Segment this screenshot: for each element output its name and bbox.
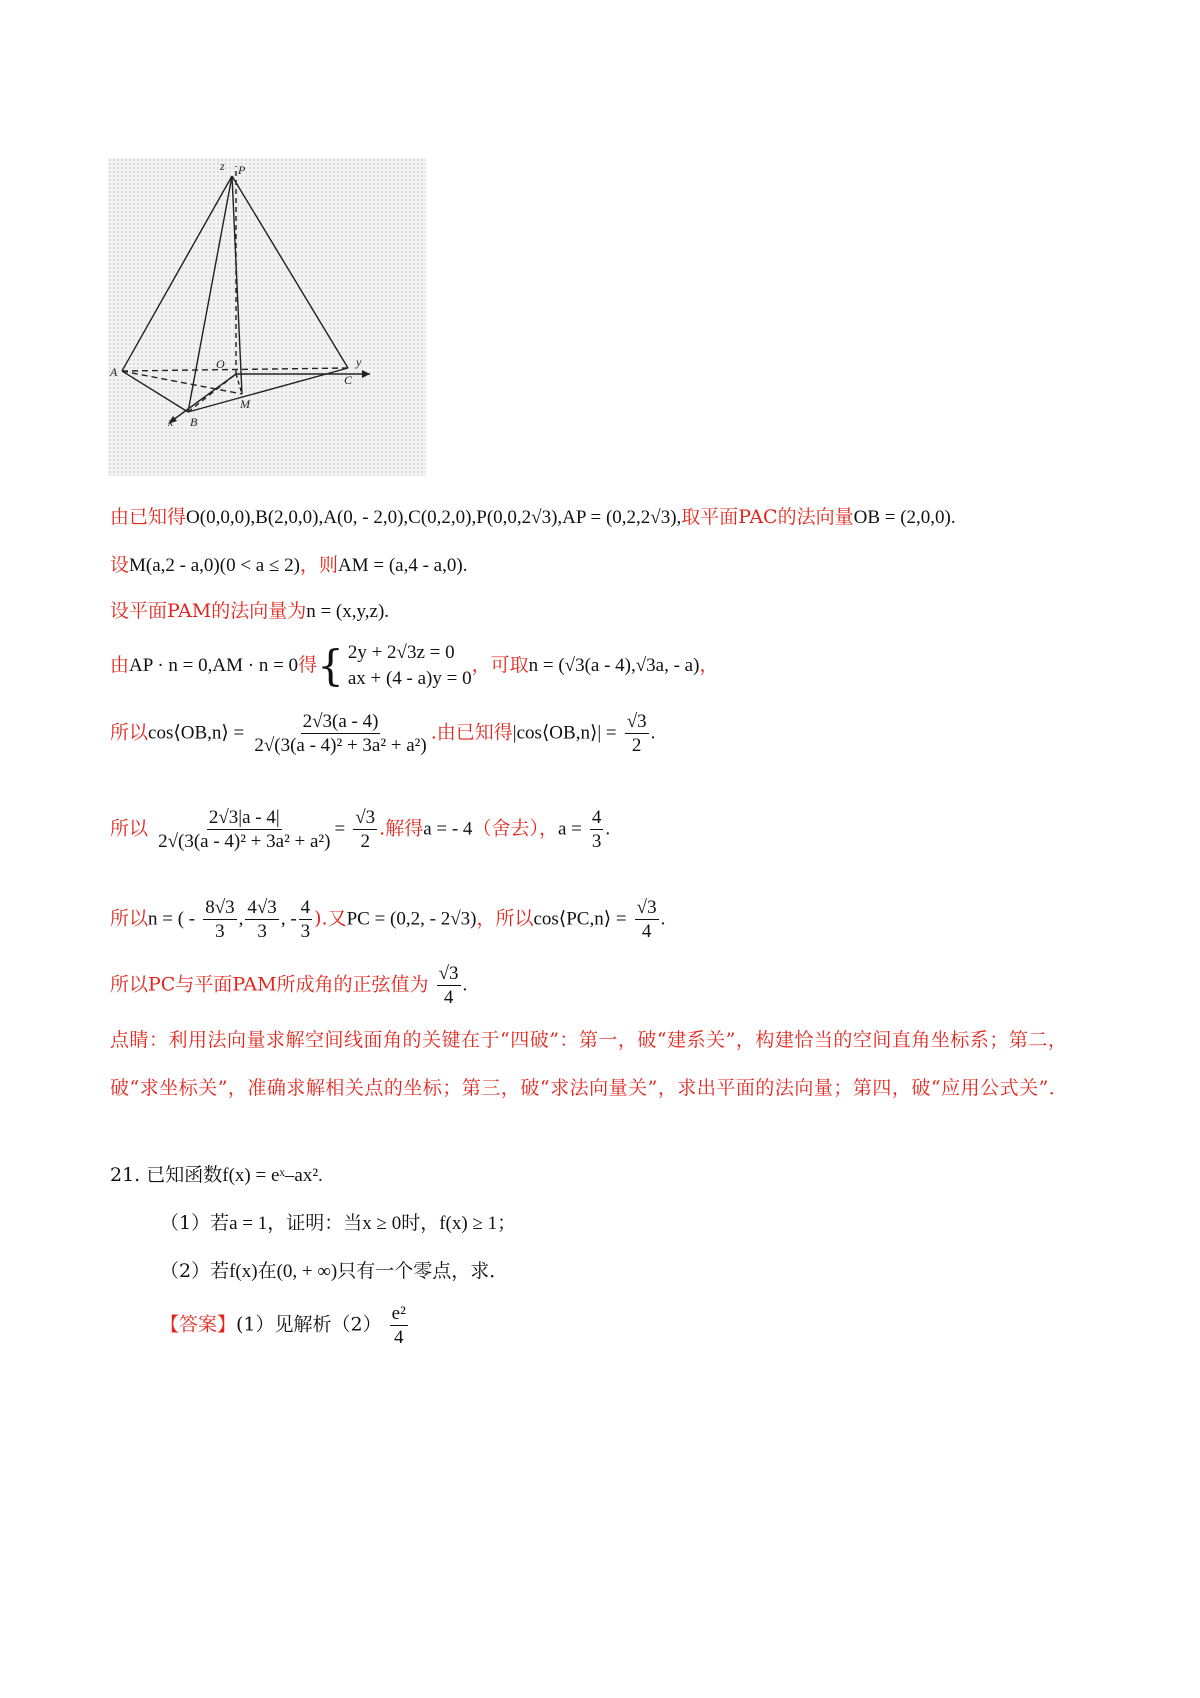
- math: (0, + ∞): [276, 1261, 338, 1282]
- label-O: O: [216, 357, 225, 371]
- text: （1）若: [160, 1212, 230, 1234]
- problem-21-answer: [160, 1304, 410, 1347]
- problem-21-stem: [110, 1166, 323, 1185]
- fraction: [203, 898, 236, 941]
- y-axis-arrow: [362, 370, 370, 378]
- label-P: P: [238, 163, 246, 177]
- math: OB = (2,0,0).: [853, 507, 956, 528]
- equation: ax + (4 - a)y = 0: [347, 668, 472, 689]
- denominator: 4: [641, 921, 652, 942]
- label-C: C: [344, 373, 353, 387]
- solution-line-5: 所以cos⟨OB,n⟩ = $\frac{2√3(a - 4)}{\text{2√(3(a - 4)² + 3a² + a²)}}$ .由已知得|cos⟨OB,n⟩| = $\frac{√3}{2}$ .: [110, 711, 656, 756]
- denominator: 4: [443, 987, 454, 1008]
- brace: {: [317, 641, 344, 690]
- edge-PC: [232, 176, 348, 368]
- math: n = (√3(a - 4),√3a, - a): [528, 655, 700, 676]
- denominator: 2: [360, 831, 370, 852]
- math: PC = (0,2, - 2√3): [346, 908, 477, 930]
- text: 所以: [110, 721, 149, 744]
- math: n = ( -: [148, 908, 196, 930]
- label-B: B: [190, 415, 198, 429]
- denominator: 2√(3(a - 4)² + 3a² + a²): [254, 735, 427, 756]
- math: a = - 4: [423, 818, 473, 840]
- solution-line-6: 所以 $\frac{2√3|a - 4|}{\text{2√(3(a - 4)² + 3a² + a²)}}$ = $\frac{√3}{2}$ .解得a = - 4（舍去），a = $\frac{4}{3}$ .: [110, 807, 611, 852]
- math: |cos⟨OB,n⟩| =: [512, 722, 617, 744]
- numerator: √3: [355, 807, 376, 828]
- denominator: 4: [393, 1327, 404, 1348]
- label-y: y: [356, 355, 362, 369]
- text: ).又: [314, 907, 347, 930]
- numerator: √3: [626, 711, 647, 732]
- problem-21-part-2: [160, 1262, 508, 1281]
- text: 在: [257, 1260, 277, 1282]
- numerator: √3: [636, 897, 657, 918]
- denominator: 3: [257, 921, 267, 942]
- text: ，证明：当: [267, 1212, 363, 1234]
- text: .解得: [379, 817, 424, 840]
- math: n = (x,y,z).: [306, 601, 390, 622]
- text: 得: [298, 654, 318, 676]
- math: cos⟨PC,n⟩ =: [533, 908, 627, 930]
- text: .由已知得: [430, 721, 513, 744]
- denominator: 2: [631, 735, 642, 756]
- text: ；: [497, 1212, 517, 1234]
- problem-number: 21.: [110, 1164, 141, 1186]
- text: 时，: [401, 1212, 440, 1234]
- problem-21-part-1: [160, 1214, 516, 1233]
- numerator: e²: [391, 1303, 406, 1324]
- numerator: 4√3: [247, 897, 277, 918]
- pyramid-diagram: [108, 158, 426, 476]
- edge-PB: [188, 176, 232, 412]
- text: ，: [699, 654, 719, 676]
- math: f(x) ≥ 1: [439, 1213, 498, 1234]
- math: AP · n = 0,AM · n = 0: [129, 655, 299, 676]
- equation-system: [344, 640, 472, 692]
- math: f(x): [229, 1261, 258, 1282]
- denominator: 3: [215, 921, 225, 942]
- comment-paragraph: 点睛：利用法向量求解空间线面角的关键在于“四破”：第一，破“建系关”，构建恰当的空间直角坐标系；第二，破“求坐标关”，准确求解相关点的坐标；第三，破“求法向量关”，求出平面的法向量；第四，破“应用公式关”．: [110, 1029, 1069, 1099]
- text: （舍去），: [472, 817, 558, 840]
- label-x: x: [168, 415, 174, 429]
- fraction: [390, 1304, 408, 1347]
- fraction: [635, 898, 659, 941]
- answer-label: 【答案】: [160, 1313, 237, 1336]
- numerator: 4: [591, 807, 602, 828]
- solution-line-4: [110, 640, 718, 692]
- math: =: [334, 818, 346, 840]
- label-A: A: [110, 365, 118, 379]
- math: f(x) = eˣ–ax².: [222, 1165, 323, 1186]
- label-z: z: [220, 159, 225, 173]
- solution-line-1: [110, 508, 956, 527]
- text: 由: [110, 654, 130, 676]
- text: 已知函数: [146, 1164, 223, 1186]
- numerator: 2√3|a - 4|: [208, 807, 280, 828]
- text: 取平面PAC的法向量: [681, 506, 854, 528]
- text: （2）若: [160, 1260, 230, 1282]
- numerator: 2√3(a - 4): [302, 711, 379, 732]
- math: x ≥ 0: [362, 1213, 402, 1234]
- fraction: [437, 964, 461, 1007]
- math: O(0,0,0),B(2,0,0),A(0, - 2,0),C(0,2,0),P(0,0,2√3),AP = (0,2,2√3),: [186, 507, 682, 528]
- label-M: M: [240, 397, 250, 411]
- solution-line-2: [110, 556, 467, 575]
- text: 设: [110, 554, 130, 576]
- fraction: [252, 712, 428, 755]
- text: 由已知得: [110, 506, 187, 528]
- text: 所以: [110, 817, 149, 840]
- denominator: 2√(3(a - 4)² + 3a² + a²): [158, 831, 331, 852]
- text: ，所以: [476, 907, 534, 930]
- fraction: [625, 712, 649, 755]
- math: cos⟨OB,n⟩ =: [148, 722, 245, 744]
- equation: 2y + 2√3z = 0: [347, 642, 455, 663]
- text: ，可取: [471, 654, 529, 676]
- math: M(a,2 - a,0)(0 < a ≤ 2): [129, 555, 300, 576]
- fraction: [245, 898, 278, 941]
- text: ，则: [300, 554, 339, 576]
- math: AM = (a,4 - a,0).: [338, 555, 468, 576]
- numerator: √3: [438, 963, 459, 984]
- solution-line-3: [110, 602, 389, 621]
- text: 所以: [110, 907, 149, 930]
- pyramid-figure: [108, 158, 426, 476]
- edge-AC: [122, 368, 348, 371]
- denominator: 3: [591, 831, 602, 852]
- text: 只有一个零点，求．: [337, 1260, 509, 1282]
- answer-text: (1）见解析（2）: [236, 1313, 382, 1336]
- fraction: [353, 808, 377, 851]
- fraction: [299, 898, 313, 941]
- text: 设平面PAM的法向量为: [110, 600, 307, 622]
- fraction: [590, 808, 604, 851]
- math: a =: [557, 818, 582, 840]
- edge-PM: [232, 176, 242, 394]
- fraction: [156, 808, 332, 851]
- numerator: 8√3: [205, 897, 235, 918]
- numerator: 4: [300, 897, 311, 918]
- math: a = 1: [229, 1213, 268, 1234]
- solution-line-8: 所以PC与平面PAM所成角的正弦值为 $\frac{√3}{4}$ .: [110, 963, 468, 1008]
- denominator: 3: [300, 921, 311, 942]
- edge-PA: [122, 176, 232, 371]
- text: 所以PC与平面PAM所成角的正弦值为: [110, 973, 429, 996]
- solution-line-7: 所以n = ( - $\frac{8√3}{3}$ , $\frac{4√3}{3}$ , - $\frac{4}{3}$ ).又PC = (0,2, - 2√3)，所以cos⟨PC,n⟩ = $\frac{√3}{4}$ .: [110, 897, 666, 942]
